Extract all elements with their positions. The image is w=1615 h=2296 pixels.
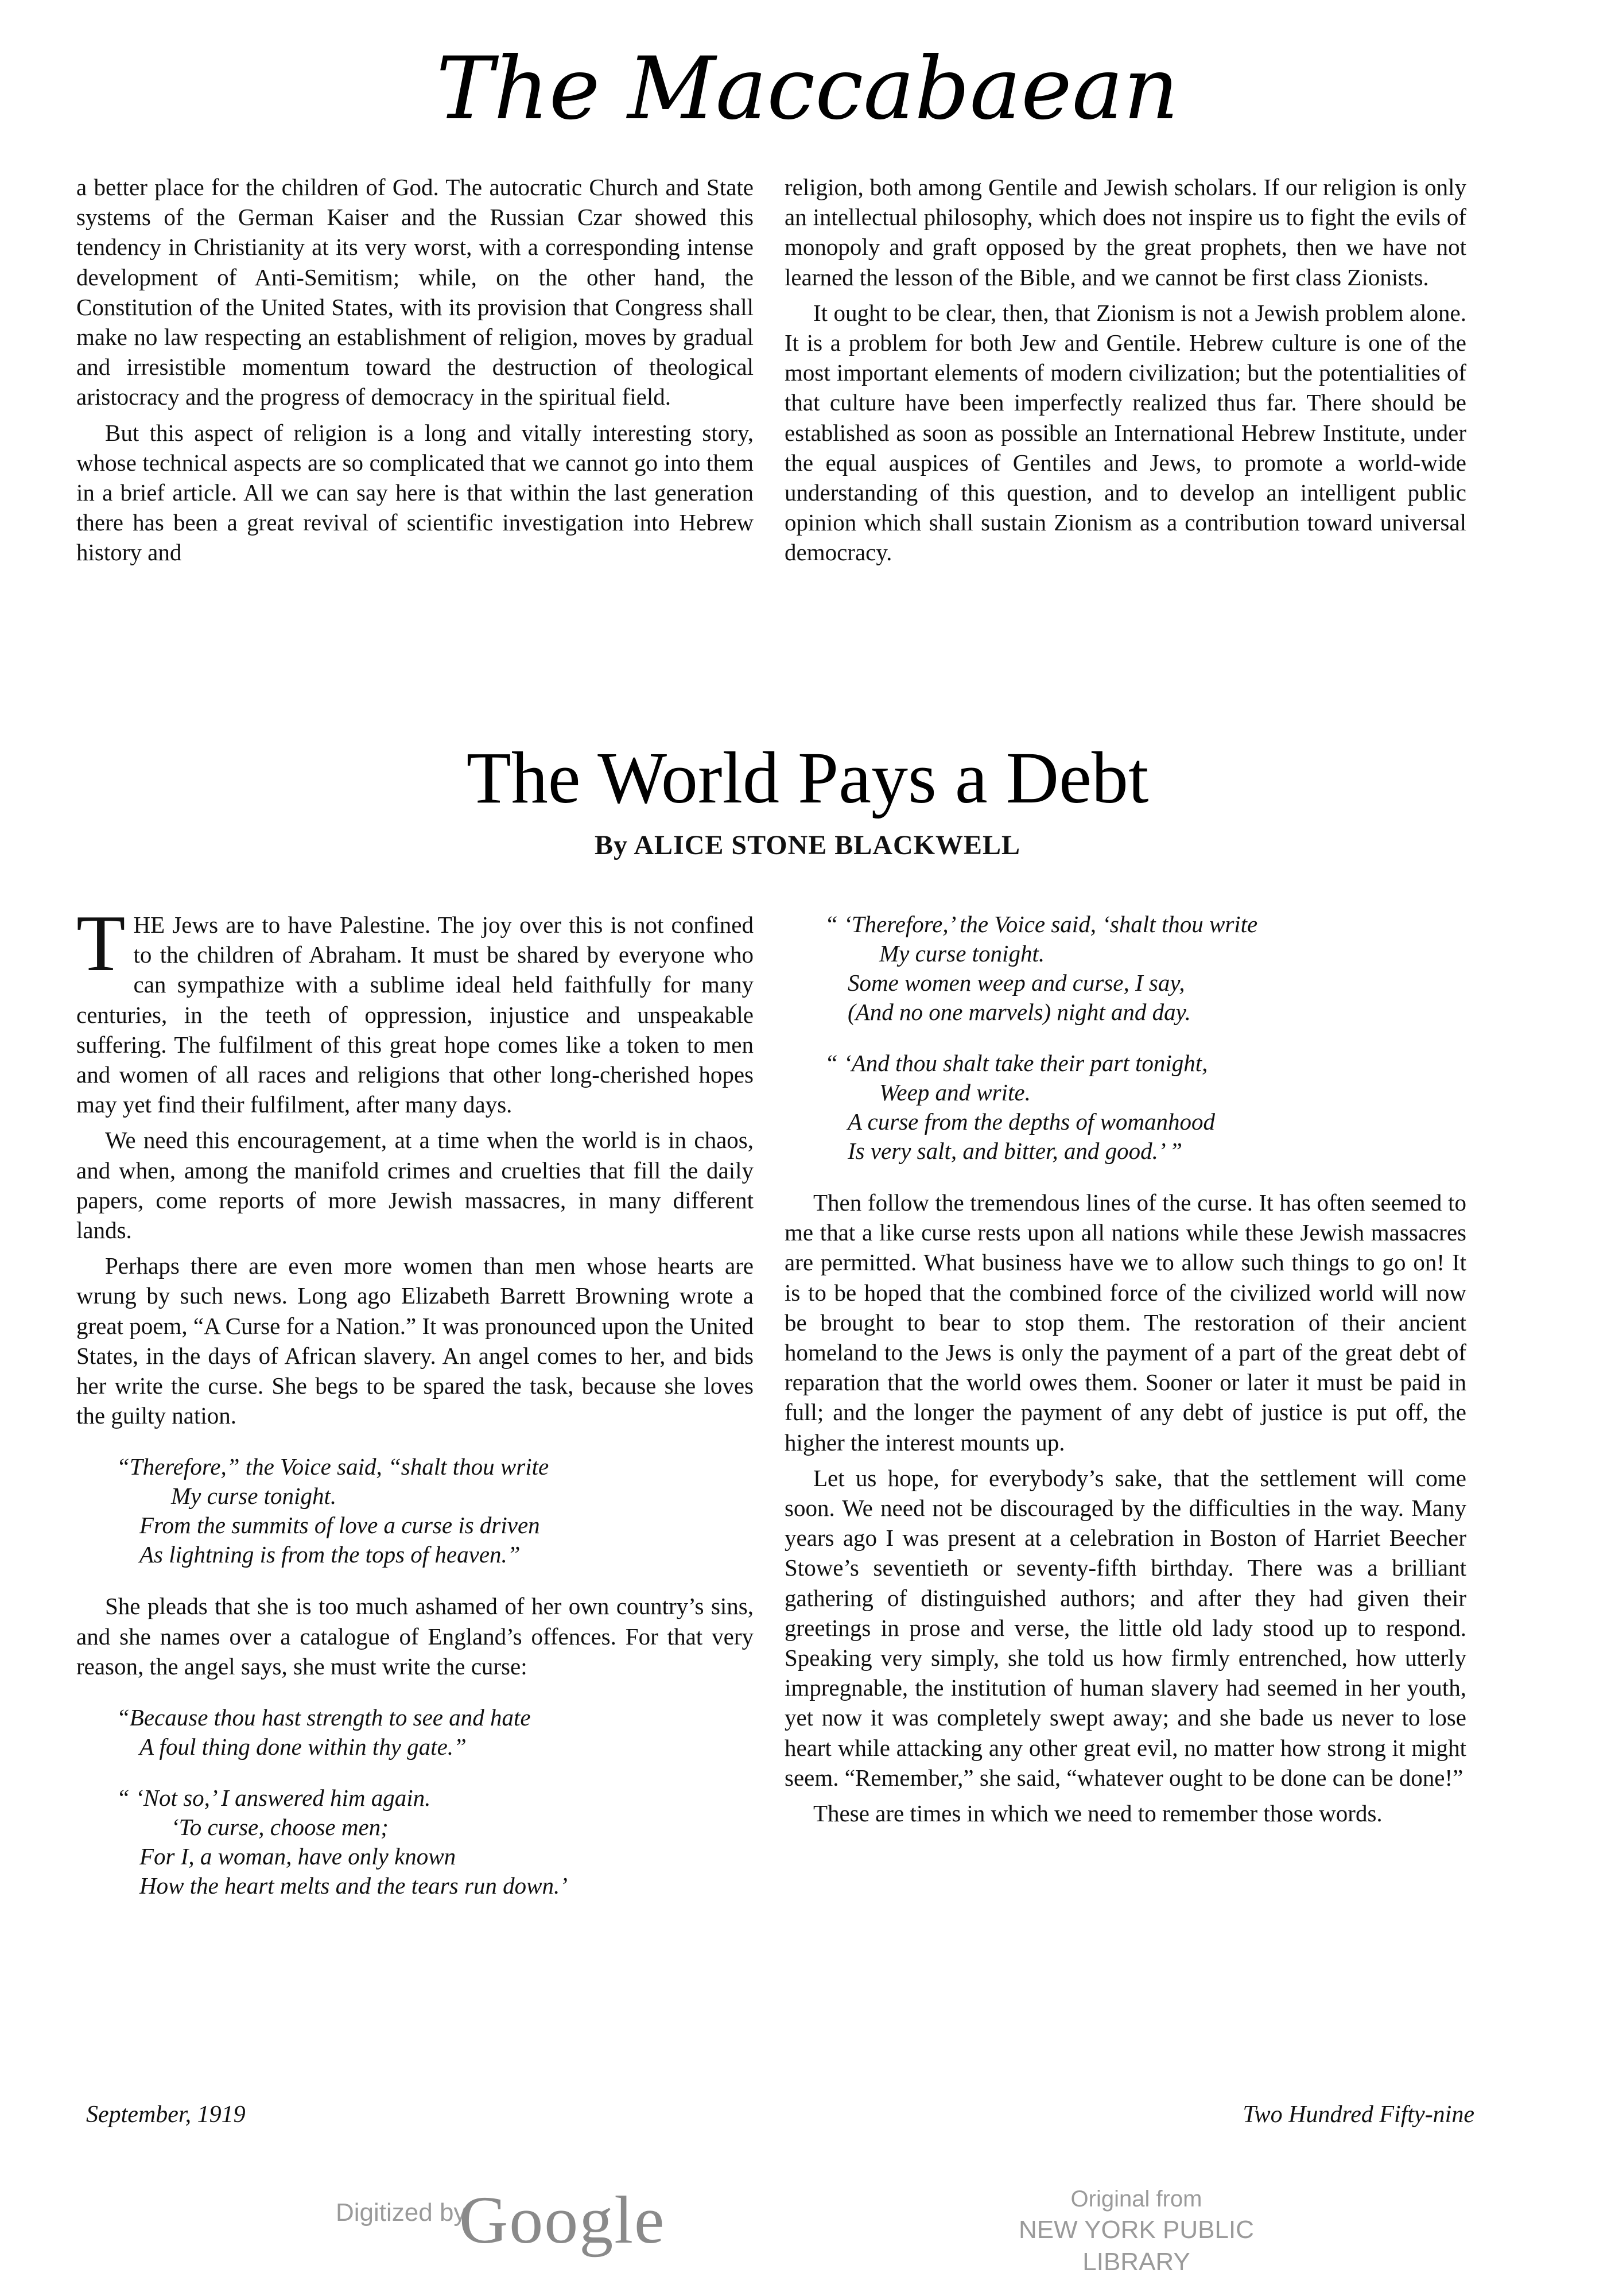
paragraph: a better place for the children of God. The autocratic Church and State systems of the German Kaiser and the Russian Czar showed this tendency in Christianity at its very worst, with a corresponding intense development of Anti-Semitism; while, on the other hand, the Constitution of the United States, with its provision that Congress shall make no law respecting an establishment of religion, moves by gradual and irresistible momentum toward the destruction of theological aristocracy and the progress of democracy in the spiritual field. [76, 174, 754, 410]
article-column-left [76, 899, 754, 1922]
poem-stanza [825, 1049, 1466, 1166]
masthead-title: The Maccabaean [436, 39, 1179, 139]
byline-prefix: By [594, 830, 628, 860]
poem-stanza [117, 1783, 754, 1901]
poem-line: Some women weep and curse, I say, [848, 969, 1185, 996]
poem-line: “Because thou hast strength to see and hate [117, 1704, 531, 1731]
issue-date: September, 1919 [86, 2101, 246, 2128]
poem-line: “Therefore,” the Voice said, “shalt thou write [117, 1453, 549, 1480]
author-name: ALICE STONE BLACKWELL [634, 830, 1020, 860]
page-number: Two Hundred Fifty-nine [1243, 2101, 1474, 2128]
byline [0, 829, 1615, 861]
article-column-right [785, 910, 1466, 1828]
poem-line: “ ‘Therefore,’ the Voice said, ‘shalt thou write [825, 911, 1258, 937]
paragraph: She pleads that she is too much ashamed of her own country’s sins, and she names over a catalogue of England’s offences. For that very reason, the angel says, she must write the curse: [76, 1593, 754, 1680]
poem-line: As lightning is from the tops of heaven.” [139, 1541, 521, 1568]
original-from-label: Original from [1070, 2186, 1202, 2212]
paragraph-text: HE Jews are to have Palestine. The joy over this is not confined to the children of Abraham. It must be shared by everyone who can sympathize with a sublime ideal held faithfully for many centuries, in the teeth of oppression, injustice and unspeakable suffering. The fulfilment of this great hope comes like a token to men and women of all races and religions that other long-cherished hopes may yet find their fulfilment, after many days. [76, 912, 754, 1118]
library-credit [970, 2184, 1303, 2278]
poem-line: How the heart melts and the tears run down.’ [139, 1872, 568, 1899]
paragraph [76, 899, 754, 1119]
google-logo: Google [459, 2182, 666, 2258]
poem-line: (And no one marvels) night and day. [848, 999, 1191, 1025]
drop-cap: T [76, 899, 126, 988]
poem-line: Weep and write. [879, 1079, 1031, 1106]
digitized-by-label: Digitized by [336, 2198, 467, 2227]
poem-line: For I, a woman, have only known [139, 1843, 456, 1870]
paragraph: Perhaps there are even more women than men whose hearts are wrung by such news. Long ago Elizabeth Barrett Browning wrote a great poem, “A Curse for a Nation.” It was pronounced upon the United States, in the days of African slavery. An angel comes to her, and bids her write the curse. She begs to be spared the task, because she loves the guilty nation. [76, 1252, 754, 1429]
paragraph: religion, both among Gentile and Jewish scholars. If our religion is only an intellectual philosophy, which does not inspire us to fight the evils of monopoly and graft opposed by the great prophets, then we have not learned the lesson of the Bible, and we cannot be first class Zionists. [785, 174, 1466, 290]
continued-column-left [76, 172, 754, 568]
poem-line: ‘To curse, choose men; [171, 1814, 389, 1841]
paragraph: These are times in which we need to remember those words. [813, 1800, 1383, 1827]
poem-stanza [117, 1703, 754, 1762]
paragraph: It ought to be clear, then, that Zionism is not a Jewish problem alone. It is a problem for both Jew and Gentile. Hebrew culture is one of the most important elements of modern civilization; but the potentialities of that culture have been imperfectly realized thus far. There should be established as soon as possible an International Hebrew Institute, under the equal auspices of Gentiles and Jews, to promote a world-wide understanding of this question, and to develop an intelligent public opinion which shall sustain Zionism as a contribution toward universal democracy. [785, 299, 1466, 566]
poem-line: My curse tonight. [879, 940, 1045, 967]
poem-line: My curse tonight. [171, 1483, 337, 1510]
paragraph: But this aspect of religion is a long and vitally interesting story, whose technical aspects are so complicated that we cannot go into them in a brief article. All we can say here is that within the last generation there has been a great revival of scientific investigation into Hebrew history and [76, 419, 754, 566]
poem-line: A foul thing done within thy gate.” [139, 1733, 467, 1760]
library-name: NEW YORK PUBLIC LIBRARY [1019, 2216, 1254, 2276]
poem-stanza [117, 1452, 754, 1569]
paragraph: Let us hope, for everybody’s sake, that the settlement will come soon. We need not be discouraged by the difficulties in the way. Many years ago I was present at a celebration in Boston of Harriet Beecher Stowe’s seventieth or seventy-fifth birthday. There was a brilliant gathering of distinguished authors; and after they had given their greetings in prose and verse, the little old lady stood up to respond. Speaking very simply, she told us how firmly entrenched, how utterly impregnable, the institution of human slavery had seemed in her youth, yet now it was completely swept away; and she bade us never to lose heart while attacking any other great evil, no matter how strong it might seem. “Remember,” she said, “whatever ought to be done can be done!” [785, 1464, 1466, 1791]
poem-line: A curse from the depths of womanhood [848, 1108, 1216, 1135]
poem-line: From the summits of love a curse is driven [139, 1512, 540, 1539]
paragraph: We need this encouragement, at a time when the world is in chaos, and when, among the manifold crimes and cruelties that fill the daily papers, come reports of more Jewish massacres, in many different lands. [76, 1127, 754, 1244]
article-title: The World Pays a Debt [466, 737, 1149, 819]
paragraph: Then follow the tremendous lines of the curse. It has often seemed to me that a like curse rests upon all nations while these Jewish massacres are permitted. What business have we to allow such things to go on! It is to be hoped that the combined force of the civilized world will now be brought to bear to stop them. The restoration of their ancient homeland to the Jews is only the payment of a part of the great debt of reparation that the world owes them. Sooner or later it must be paid in full; and the longer the payment of any debt of justice is put off, the higher the interest mounts up. [785, 1189, 1466, 1456]
poem-line: “ ‘And thou shalt take their part tonight, [825, 1050, 1208, 1076]
continued-column-right [785, 172, 1466, 568]
poem-line: Is very salt, and bitter, and good.’ ” [848, 1138, 1183, 1164]
poem-line: “ ‘Not so,’ I answered him again. [117, 1785, 431, 1812]
poem-stanza [825, 910, 1466, 1027]
